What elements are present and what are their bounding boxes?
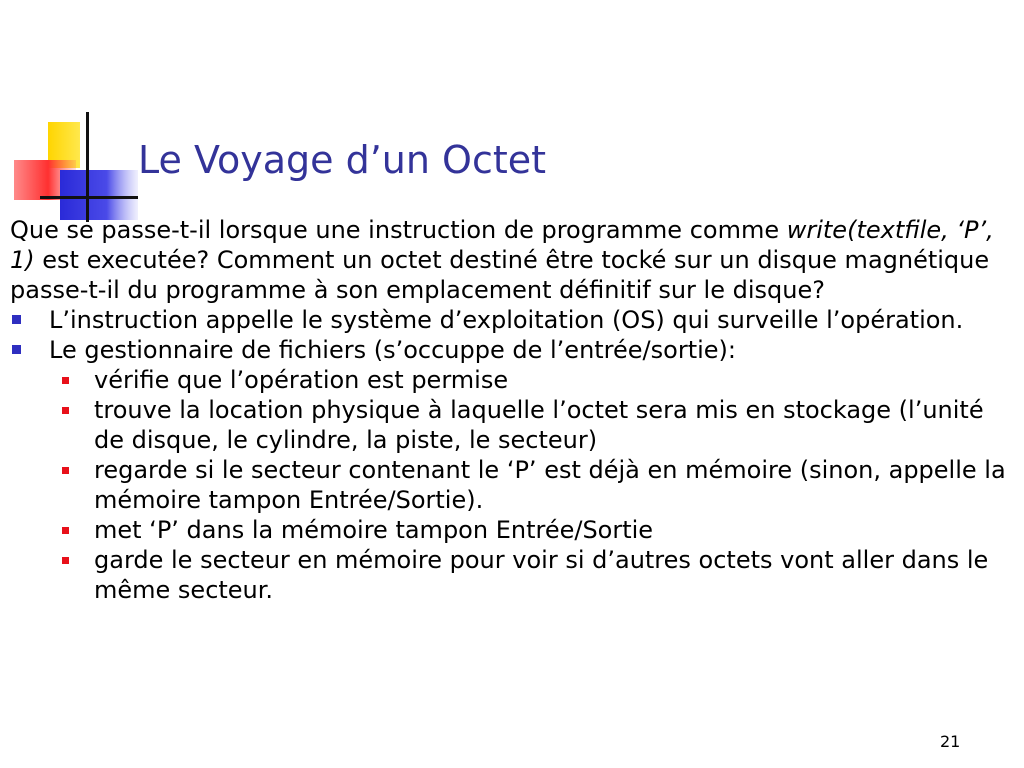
bullet-list bbox=[10, 305, 1010, 605]
sub-bullet-text: regarde si le secteur contenant le ‘P’ est déjà en mémoire (sinon, appelle la mémoire tampon Entrée/Sortie). bbox=[94, 456, 1006, 514]
bullet-item-file-manager bbox=[10, 335, 1010, 605]
sub-bullet-item bbox=[49, 545, 1010, 605]
square-bullet-icon bbox=[12, 345, 21, 354]
page-number: 21 bbox=[940, 732, 961, 751]
sub-bullet-item bbox=[49, 515, 1010, 545]
square-bullet-icon bbox=[62, 467, 69, 474]
slide-body bbox=[10, 215, 1010, 605]
intro-paragraph bbox=[10, 215, 1010, 305]
logo-horizontal-line bbox=[40, 196, 138, 199]
sub-bullet-item bbox=[49, 395, 1010, 455]
intro-text-before: Que se passe-t-il lorsque une instruction de programme comme bbox=[10, 216, 787, 244]
square-bullet-icon bbox=[62, 407, 69, 414]
bullet-item-os bbox=[10, 305, 1010, 335]
sub-bullet-item bbox=[49, 365, 1010, 395]
bullet-text: Le gestionnaire de fichiers (s’occuppe de l’entrée/sortie): bbox=[49, 336, 736, 364]
sub-bullet-text: garde le secteur en mémoire pour voir si d’autres octets vont aller dans le même secteur. bbox=[94, 546, 989, 604]
intro-text-after: est executée? Comment un octet destiné être tocké sur un disque magnétique passe-t-il du programme à son emplacement définitif sur le disque? bbox=[10, 246, 990, 304]
square-bullet-icon bbox=[12, 315, 21, 324]
square-bullet-icon bbox=[62, 557, 69, 564]
sub-bullet-list bbox=[49, 365, 1010, 605]
square-bullet-icon bbox=[62, 527, 69, 534]
sub-bullet-text: met ‘P’ dans la mémoire tampon Entrée/Sortie bbox=[94, 516, 654, 544]
intro-code-example: write(textfile, ‘P’, 1) bbox=[10, 216, 994, 274]
logo-vertical-line bbox=[86, 112, 89, 222]
sub-bullet-text: vérifie que l’opération est permise bbox=[94, 366, 509, 394]
sub-bullet-item bbox=[49, 455, 1010, 515]
sub-bullet-text: trouve la location physique à laquelle l’octet sera mis en stockage (l’unité de disque, le cylindre, la piste, le secteur) bbox=[94, 396, 984, 454]
slide-title: Le Voyage d’un Octet bbox=[138, 138, 547, 182]
bullet-text: L’instruction appelle le système d’exploitation (OS) qui surveille l’opération. bbox=[49, 306, 964, 334]
slide-logo-graphic bbox=[0, 0, 150, 240]
square-bullet-icon bbox=[62, 377, 69, 384]
logo-blue-square bbox=[60, 170, 138, 220]
